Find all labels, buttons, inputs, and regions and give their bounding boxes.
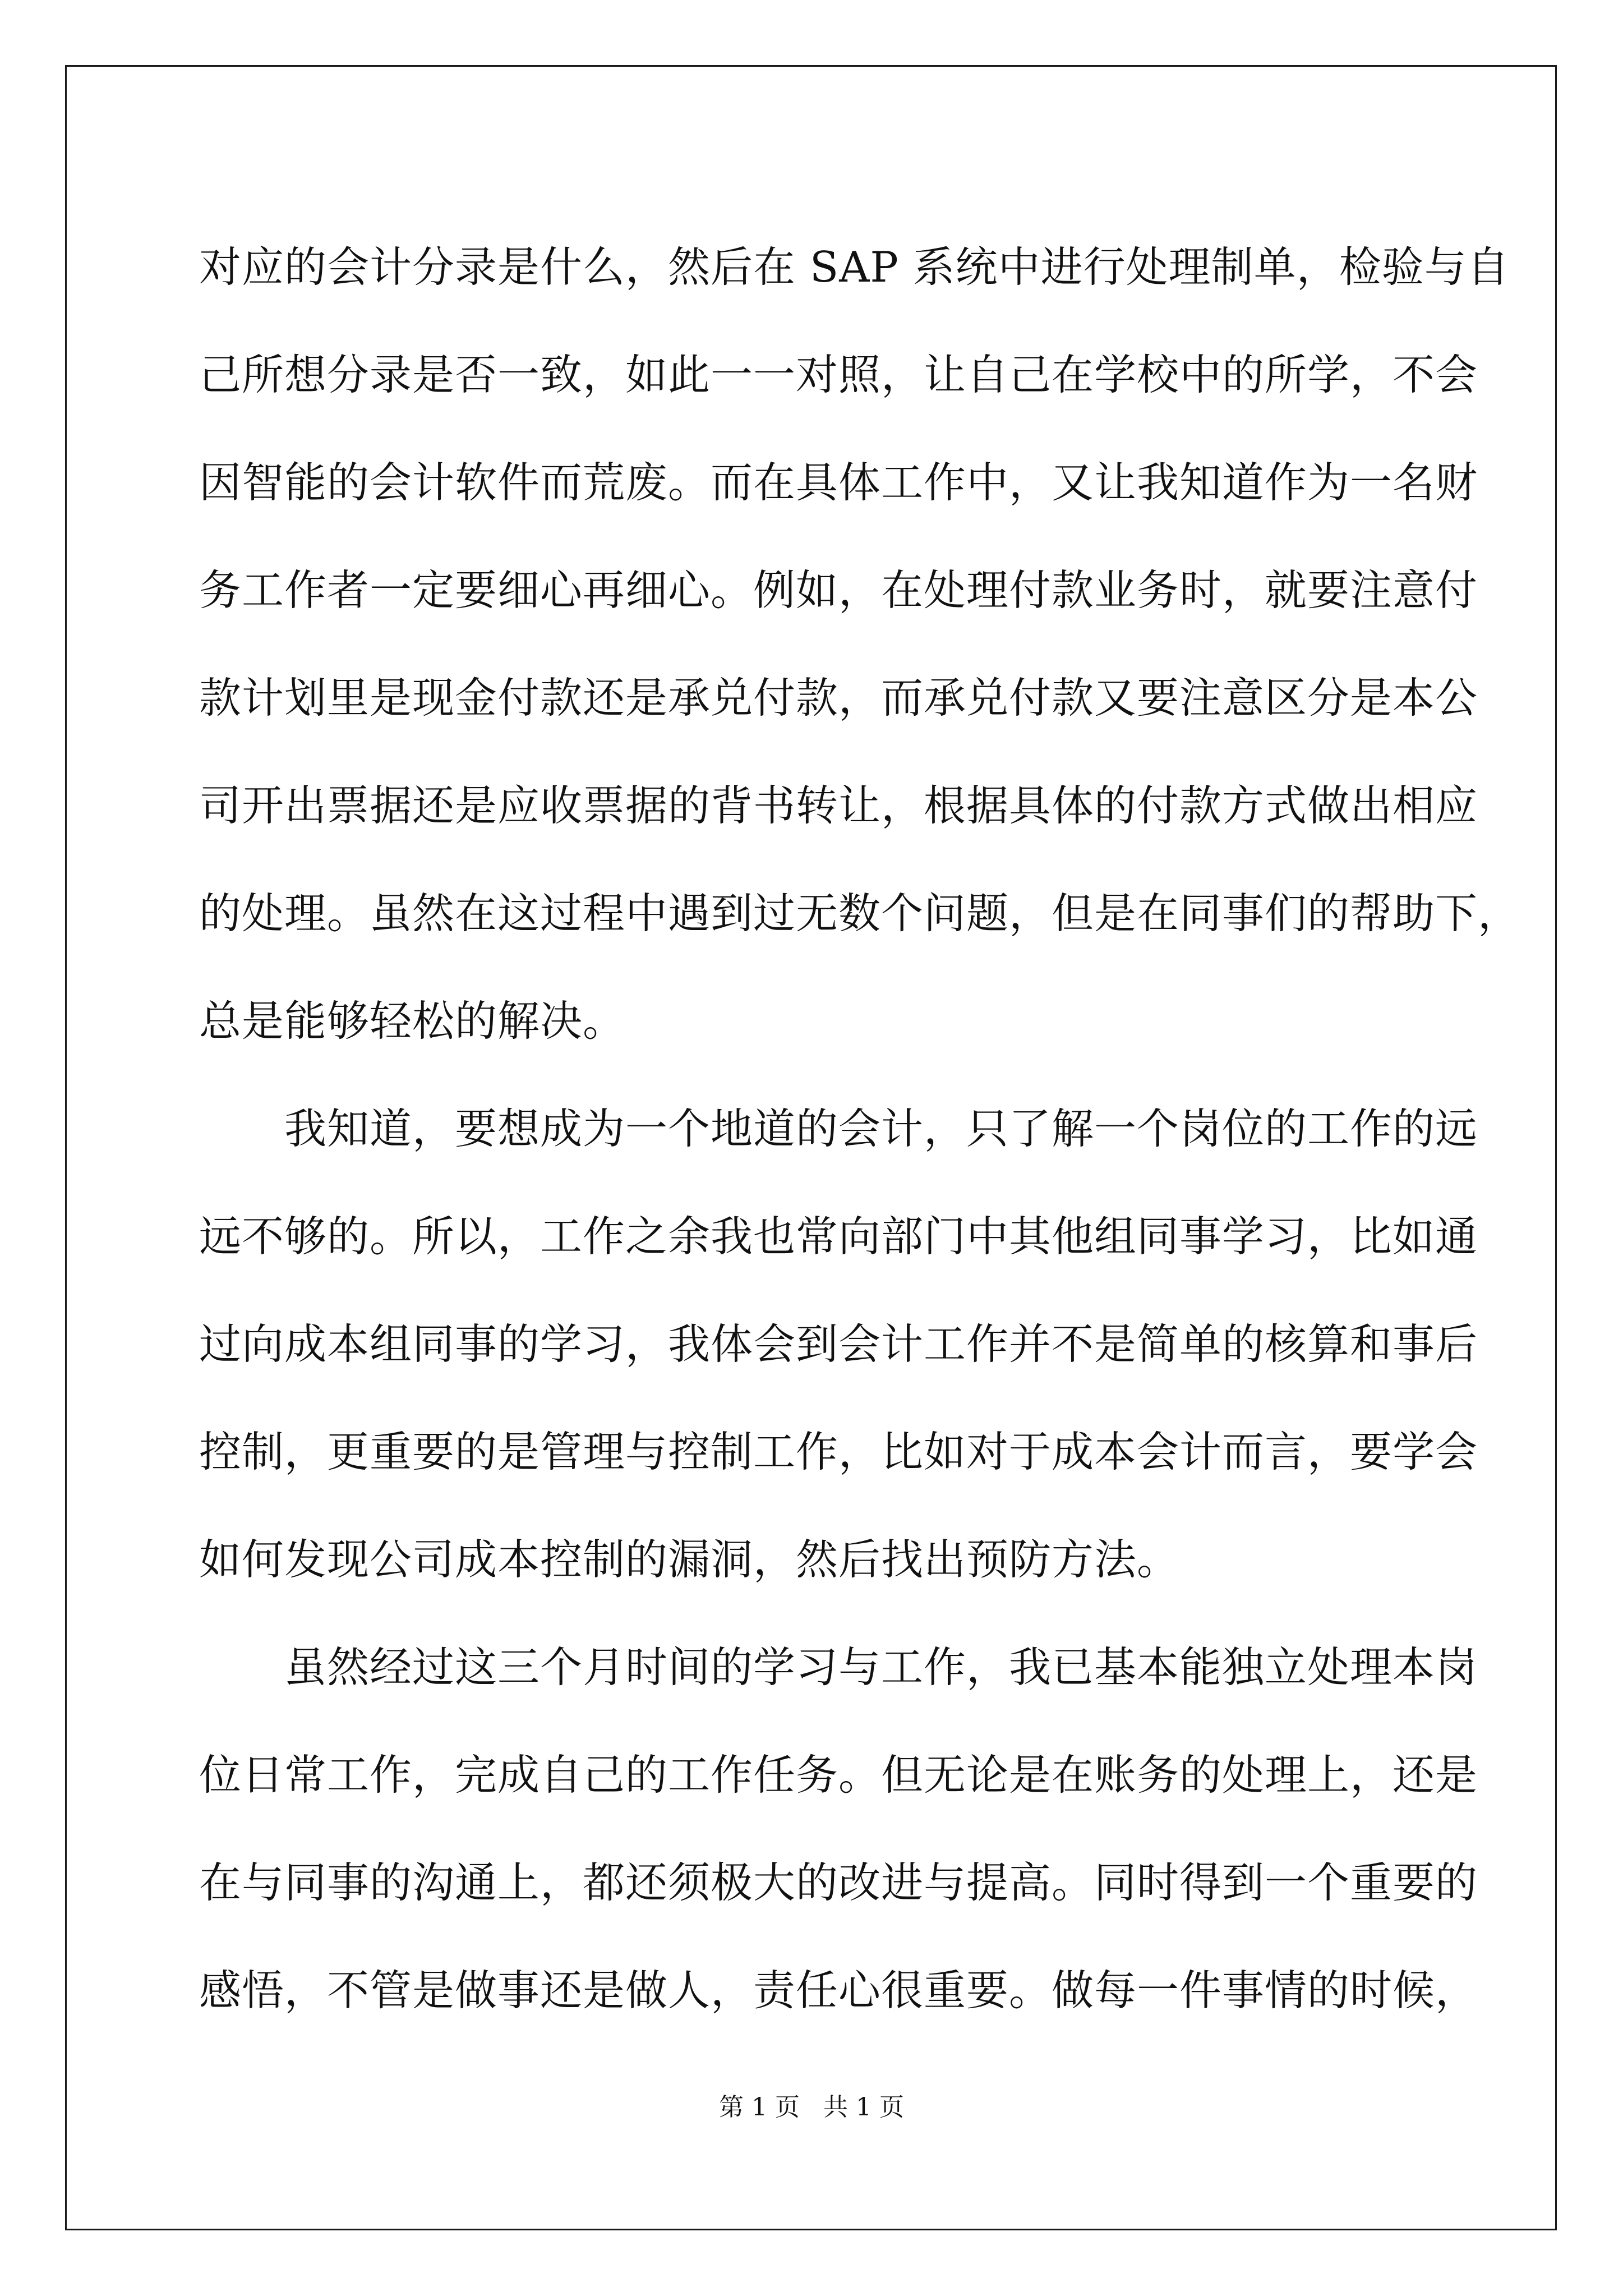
document-body: [199, 213, 1521, 2044]
text-line: 虽然经过这三个月时间的学习与工作，我已基本能独立处理本岗: [199, 1642, 1478, 1692]
text-line: 我知道，要想成为一个地道的会计，只了解一个岗位的工作的远: [199, 1104, 1478, 1153]
text-line: 过向成本组同事的学习，我体会到会计工作并不是简单的核算和事后: [199, 1319, 1478, 1369]
text-line: 总是能够轻松的解决。: [199, 996, 626, 1046]
text-line: 己所想分录是否一致，如此一一对照，让自己在学校中的所学，不会: [199, 350, 1478, 399]
text-line: 如何发现公司成本控制的漏洞，然后找出预防方法。: [199, 1535, 1180, 1584]
text-line: 司开出票据还是应收票据的背书转让，根据具体的付款方式做出相应: [199, 781, 1478, 830]
text-line: 在与同事的沟通上，都还须极大的改进与提高。同时得到一个重要的: [199, 1858, 1478, 1907]
text-line: 控制，更重要的是管理与控制工作，比如对于成本会计而言，要学会: [199, 1427, 1478, 1476]
text-line: 因智能的会计软件而荒废。而在具体工作中，又让我知道作为一名财: [199, 458, 1478, 507]
text-line: 位日常工作，完成自己的工作任务。但无论是在账务的处理上，还是: [199, 1750, 1478, 1800]
text-line: 务工作者一定要细心再细心。例如，在处理付款业务时，就要注意付: [199, 565, 1478, 615]
text-line: 的处理。虽然在这过程中遇到过无数个问题，但是在同事们的帮助下，: [199, 889, 1521, 938]
text-line: 款计划里是现金付款还是承兑付款，而承兑付款又要注意区分是本公: [199, 673, 1478, 723]
text-line: 对应的会计分录是什么，然后在 SAP 系统中进行处理制单，检验与自: [199, 242, 1510, 292]
text-line: 感悟，不管是做事还是做人，责任心很重要。做每一件事情的时候，: [199, 1966, 1478, 2015]
text-line: 远不够的。所以，工作之余我也常向部门中其他组同事学习，比如通: [199, 1212, 1478, 1261]
page-footer: 第 1 页 共 1 页: [719, 2093, 904, 2122]
